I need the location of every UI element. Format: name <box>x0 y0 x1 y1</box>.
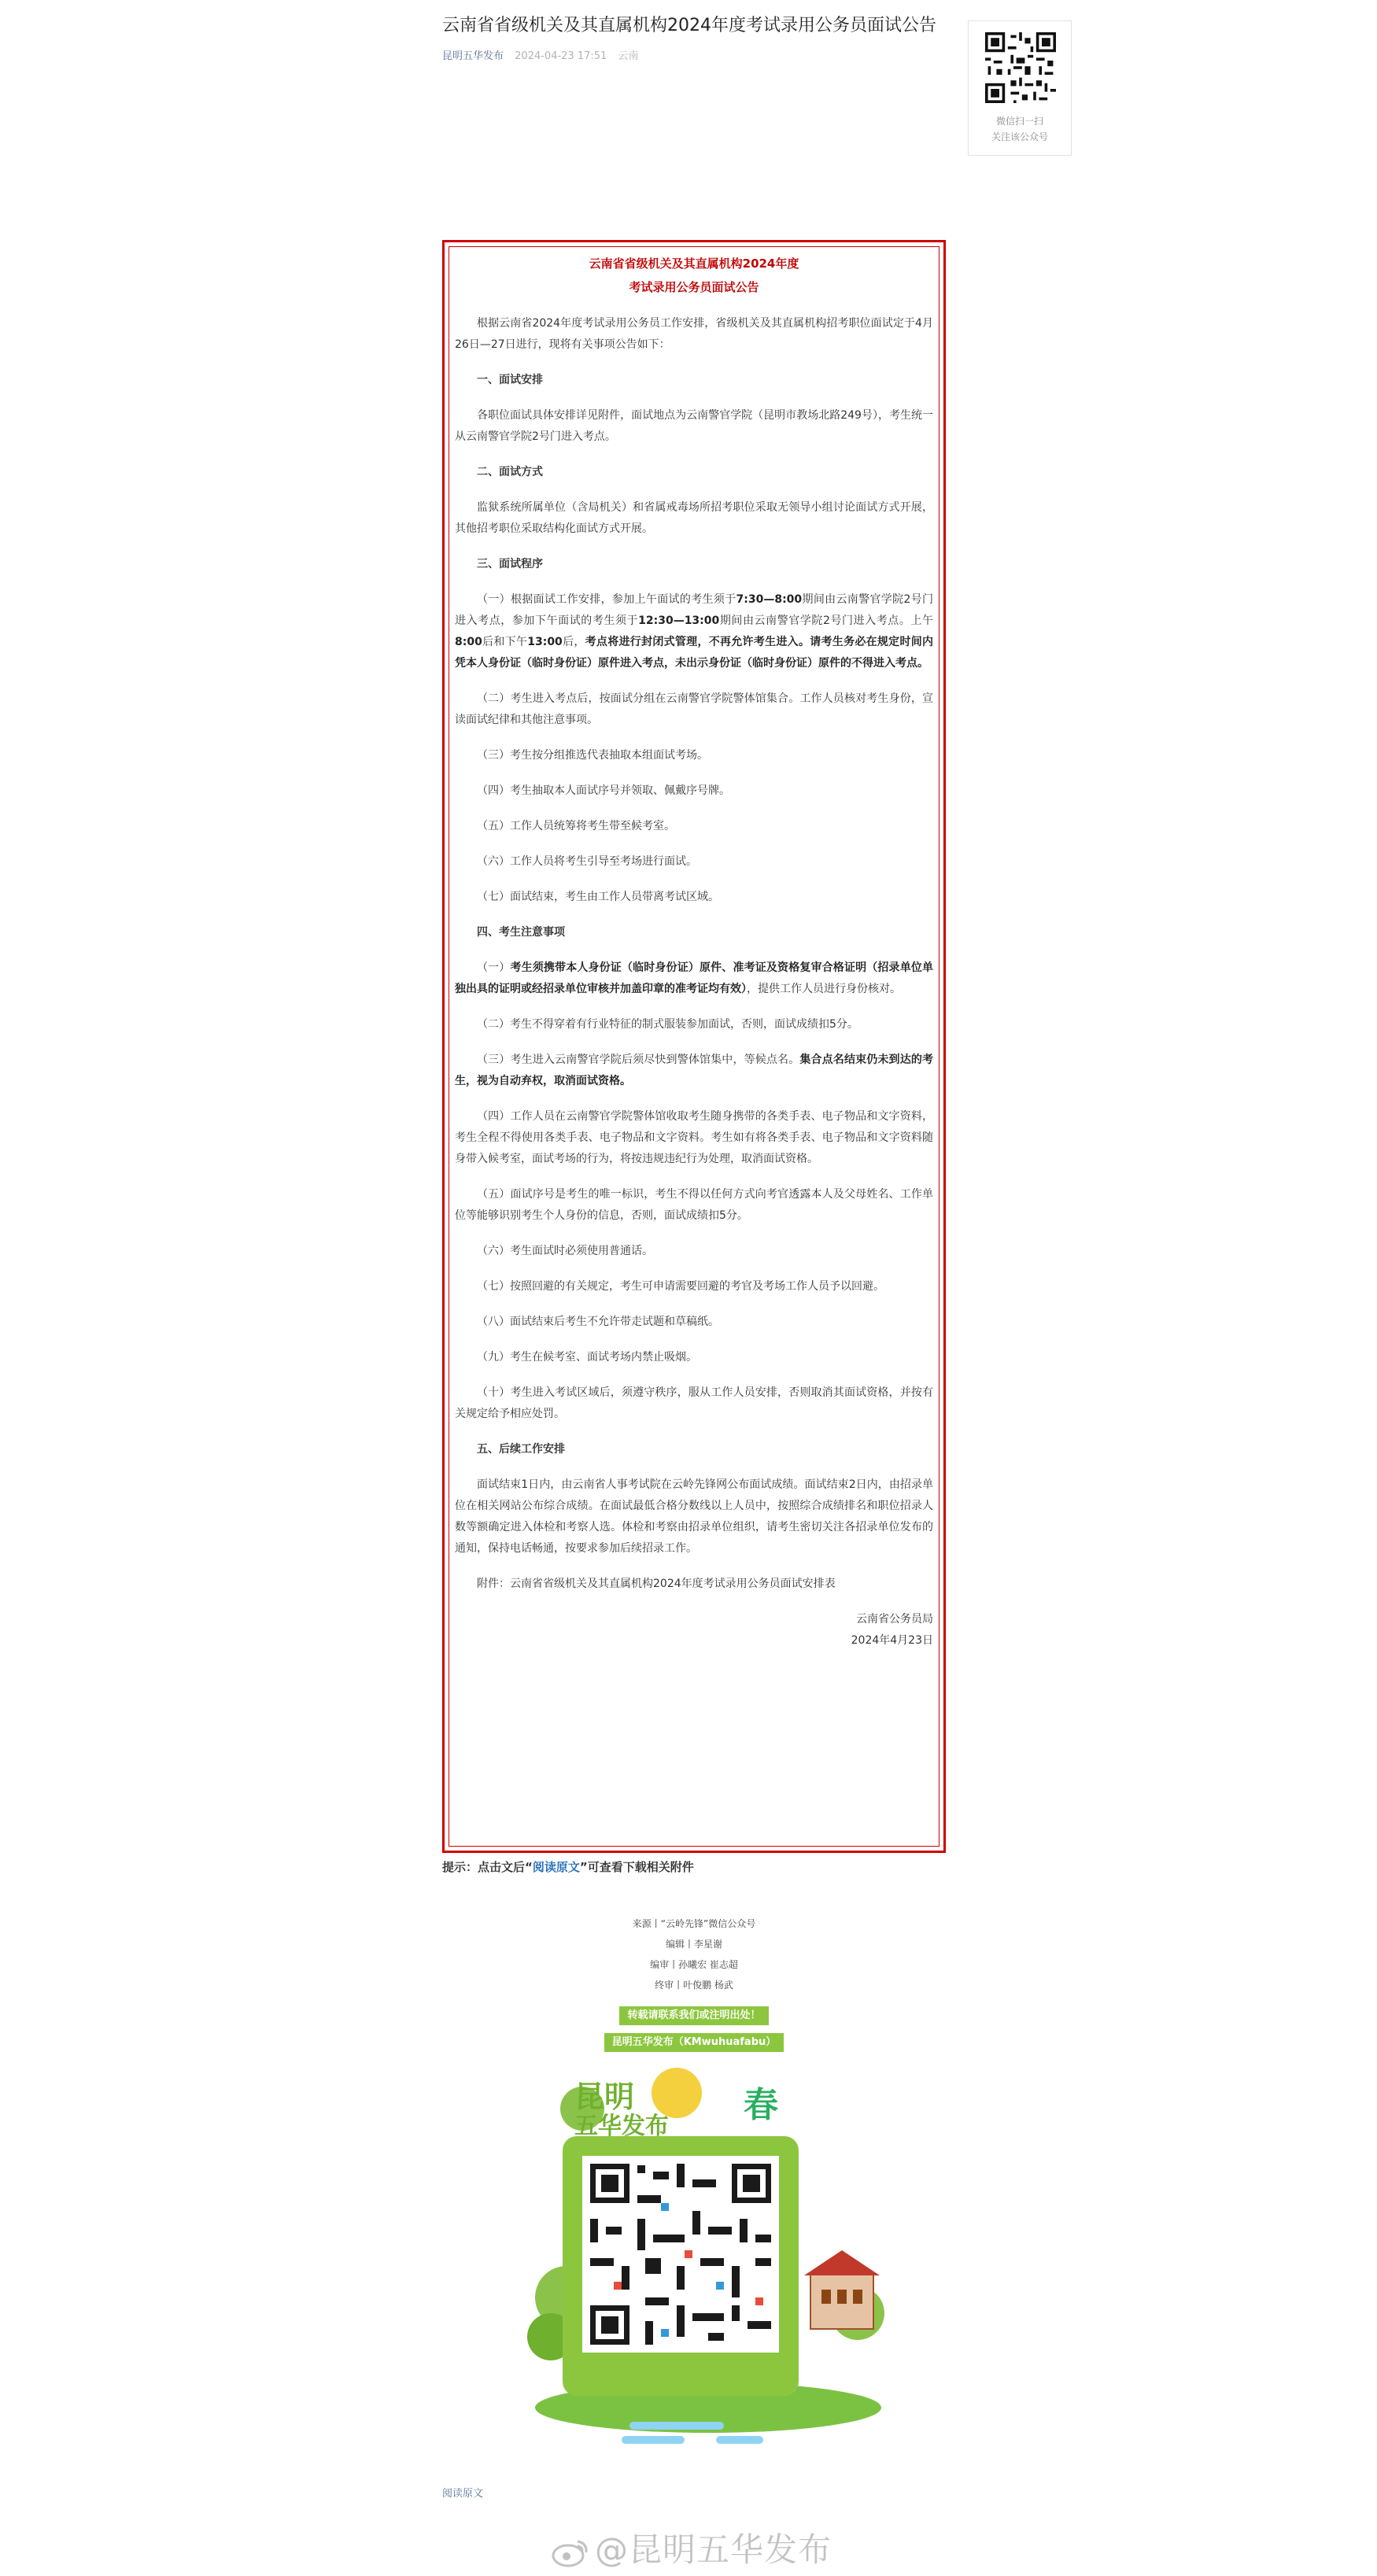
procedure-item-7: （七）面试结束，考生由工作人员带离考试区域。 <box>477 891 719 903</box>
credits-block <box>442 1914 946 2052</box>
rule-item-7: （七）按照回避的有关规定，考生可申请需要回避的考官及考场工作人员予以回避。 <box>477 1280 884 1293</box>
section-heading-4: 四、考生注意事项 <box>477 926 565 939</box>
credit-editor: 编辑丨李星谢 <box>665 1939 722 1950</box>
section-heading-5: 五、后续工作安排 <box>477 1443 565 1456</box>
attachment-note: 附件：云南省省级机关及其直属机构2024年度考试录用公务员面试安排表 <box>477 1578 836 1590</box>
section-5-text: 面试结束1日内，由云南省人事考试院在云岭先锋网公布面试成绩。面试结束2日内，由招录单位在相关网站公布综合成绩。在面试最低合格分数线以上人员中，按照综合成绩排名和职位招录人数等额确定进入体检和考察人选。体检和考察由招录单位组织，请考生密切关注各招录单位发布的通知，保持电话畅通，按要求参加后续招录工作。 <box>455 1478 933 1555</box>
credit-reviewer: 编审丨孙曦宏 崔志超 <box>650 1959 738 1970</box>
article-meta <box>442 47 638 62</box>
follow-qr-panel <box>968 20 1072 156</box>
rule-item-6: （六）考生面试时必须使用普通话。 <box>477 1245 653 1257</box>
credit-final: 终审丨叶俊鹏 杨武 <box>655 1980 733 1991</box>
rule-item-1: （一）考生须携带本人身份证（临时身份证）原件、准考证及资格复审合格证明（招录单位单独出具的证明或经招录单位审核并加盖印章的准考证均有效），提供工作人员进行身份核对。 <box>455 961 934 995</box>
author-link[interactable]: 昆明五华发布 <box>442 50 504 62</box>
account-badge: 昆明五华发布（KMwuhuafabu） <box>604 2033 784 2052</box>
publish-date: 2024-04-23 17:51 <box>515 50 607 62</box>
rule-item-4: （四）工作人员在云南警官学院警体馆收取考生随身携带的各类手表、电子物品和文字资料，考生全程不得使用各类手表、电子物品和文字资料。考生如有将各类手表、电子物品和文字资料随身带入候考室，面试考场的行为，将按违规违纪行为处理，取消面试资格。 <box>455 1110 933 1165</box>
poster-brand-line2: 五华发布 <box>574 2113 669 2140</box>
rule-item-2: （二）考生不得穿着有行业特征的制式服装参加面试，否则，面试成绩扣5分。 <box>477 1018 858 1031</box>
account-qr-poster <box>519 2061 897 2455</box>
tip-line: 提示：点击文后“阅读原文”可查看下载相关附件 <box>442 1860 694 1874</box>
notice-intro: 根据云南省2024年度考试录用公务员工作安排，省级机关及其直属机构招考职位面试定于4月26日—27日进行，现将有关事项公告如下： <box>455 317 933 351</box>
poster-season: 春 <box>744 2085 778 2125</box>
section-heading-1: 一、面试安排 <box>477 374 543 386</box>
procedure-item-1: （一）根据面试工作安排，参加上午面试的考生须于7:30—8:00期间由云南警官学院2号门进入考点，参加下午面试的考生须于12:30—13:00期间由云南警官学院2号门进入考点。上午8:00后和下午13:00后，考点将进行封闭式管理，不再允许考生进入。请考生务必在规定时间内凭本人身份证（临时身份证）原件进入考点，未出示身份证（临时身份证）原件的不得进入考点。 <box>455 593 934 670</box>
read-original-link[interactable]: 阅读原文 <box>442 2488 484 2500</box>
procedure-item-3: （三）考生按分组推选代表抽取本组面试考场。 <box>477 749 708 762</box>
notice-title-line1: 云南省省级机关及其直属机构2024年度 <box>589 256 799 271</box>
section-1-text: 各职位面试具体安排详见附件，面试地点为云南警官学院（昆明市教场北路249号），考生统一从云南警官学院2号门进入考点。 <box>455 409 933 443</box>
qr-caption-scan: 微信扫一扫 <box>995 116 1043 127</box>
weibo-watermark: @昆明五华发布 <box>551 2524 832 2571</box>
section-heading-3: 三、面试程序 <box>477 558 543 570</box>
poster-brand-line1: 昆明 <box>574 2080 635 2114</box>
qr-caption-follow: 关注该公众号 <box>991 131 1048 142</box>
credit-source: 来源丨“云岭先锋”微信公众号 <box>632 1918 756 1929</box>
rule-item-9: （九）考生在候考室、面试考场内禁止吸烟。 <box>477 1351 697 1364</box>
notice-title-line2: 考试录用公务员面试公告 <box>629 280 759 294</box>
reprint-notice-badge: 转载请联系我们或注明出处！ <box>619 2006 768 2025</box>
notice-body <box>455 252 933 1652</box>
section-2-text: 监狱系统所属单位（含局机关）和省属戒毒场所招考职位采取无领导小组讨论面试方式开展，其他招考职位采取结构化面试方式开展。 <box>455 501 933 535</box>
article-title: 云南省省级机关及其直属机构2024年度考试录用公务员面试公告 <box>442 16 936 35</box>
publish-location: 云南 <box>618 50 639 62</box>
weibo-icon <box>551 2537 590 2568</box>
procedure-item-4: （四）考生抽取本人面试序号并领取、佩戴序号牌。 <box>477 784 730 797</box>
rule-item-5: （五）面试序号是考生的唯一标识，考生不得以任何方式向考官透露本人及父母姓名、工作单位等能够识别考生个人身份的信息，否则，面试成绩扣5分。 <box>455 1188 933 1222</box>
procedure-item-5: （五）工作人员统筹将考生带至候考室。 <box>477 820 675 832</box>
procedure-item-6: （六）工作人员将考生引导至考场进行面试。 <box>477 855 697 868</box>
rule-item-8: （八）面试结束后考生不允许带走试题和草稿纸。 <box>477 1316 719 1328</box>
tip-read-original-link[interactable]: 阅读原文 <box>532 1860 580 1874</box>
rule-item-10: （十）考生进入考试区域后，须遵守秩序，服从工作人员安排，否则取消其面试资格，并按有关规定给予相应处罚。 <box>455 1386 933 1420</box>
qr-code-icon <box>985 32 1056 103</box>
signer: 云南省公务员局 <box>856 1613 933 1626</box>
section-heading-2: 二、面试方式 <box>477 466 543 478</box>
rule-item-3: （三）考生进入云南警官学院后须尽快到警体馆集中，等候点名。集合点名结束仍未到达的考生，视为自动弃权，取消面试资格。 <box>455 1054 934 1087</box>
sign-date: 2024年4月23日 <box>851 1634 933 1647</box>
procedure-item-2: （二）考生进入考点后，按面试分组在云南警官学院警体馆集合。工作人员核对考生身份，宣读面试纪律和其他注意事项。 <box>455 692 933 726</box>
